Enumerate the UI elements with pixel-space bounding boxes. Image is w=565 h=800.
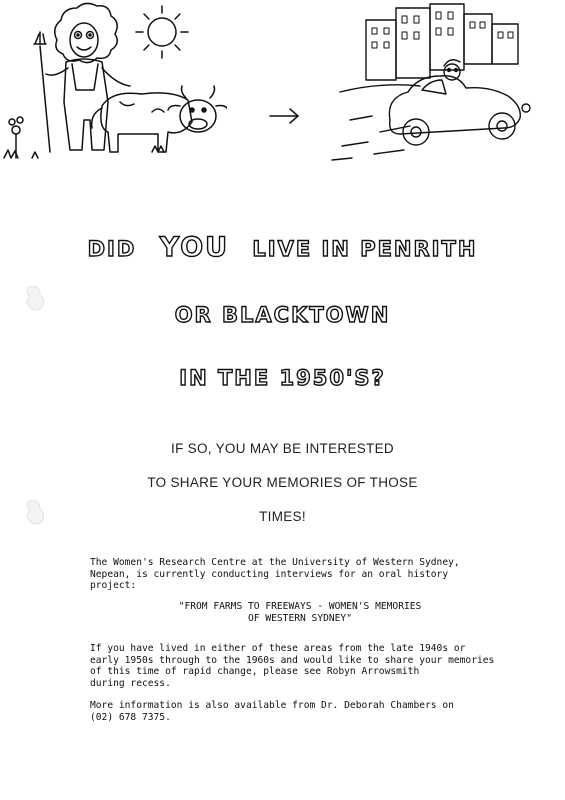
intro-line: project: <box>90 580 137 592</box>
intro-paragraph <box>90 557 510 592</box>
farm-scene-icon <box>2 2 227 167</box>
intro-line: Nepean, is currently conducting interviews for an oral history <box>90 568 449 580</box>
project-title <box>90 601 510 624</box>
headline-live-in-penrith: LIVE IN PENRITH <box>252 237 478 261</box>
project-title-line: "FROM FARMS TO FREEWAYS - WOMEN'S MEMORIES <box>178 601 422 612</box>
details-line: during recess. <box>90 677 171 689</box>
headline-line-2: OR BLACKTOWN <box>174 303 391 327</box>
punch-hole-bottom <box>22 497 46 527</box>
invitation-line-1: IF SO, YOU MAY BE INTERESTED <box>171 441 394 456</box>
intro-line: The Women's Research Centre at the University of Western Sydney, <box>90 557 460 568</box>
arrow-right-icon <box>268 106 302 126</box>
details-line: early 1950s through to the 1960s and would like to share your memories <box>90 654 495 666</box>
headline-you: YOU <box>159 232 230 263</box>
invitation-line-3: TIMES! <box>259 509 306 524</box>
headline-line-3: IN THE 1950'S? <box>179 366 386 390</box>
contact-line: (02) 678 7375. <box>90 711 171 723</box>
punch-hole-top <box>22 283 46 313</box>
contact-paragraph <box>90 700 510 723</box>
contact-line: More information is also available from Dr. Deborah Chambers on <box>90 700 454 711</box>
headline-did: DID <box>87 237 137 261</box>
project-title-line: OF WESTERN SYDNEY" <box>248 612 352 624</box>
details-paragraph <box>90 643 510 689</box>
details-line: of this time of rapid change, please see Robyn Arrowsmith <box>90 666 420 678</box>
invitation-line-2: TO SHARE YOUR MEMORIES OF THOSE <box>147 475 418 490</box>
details-line: If you have lived in either of these areas from the late 1940s or <box>90 643 466 654</box>
city-car-icon <box>330 0 560 168</box>
headline-line-1 <box>0 232 565 263</box>
